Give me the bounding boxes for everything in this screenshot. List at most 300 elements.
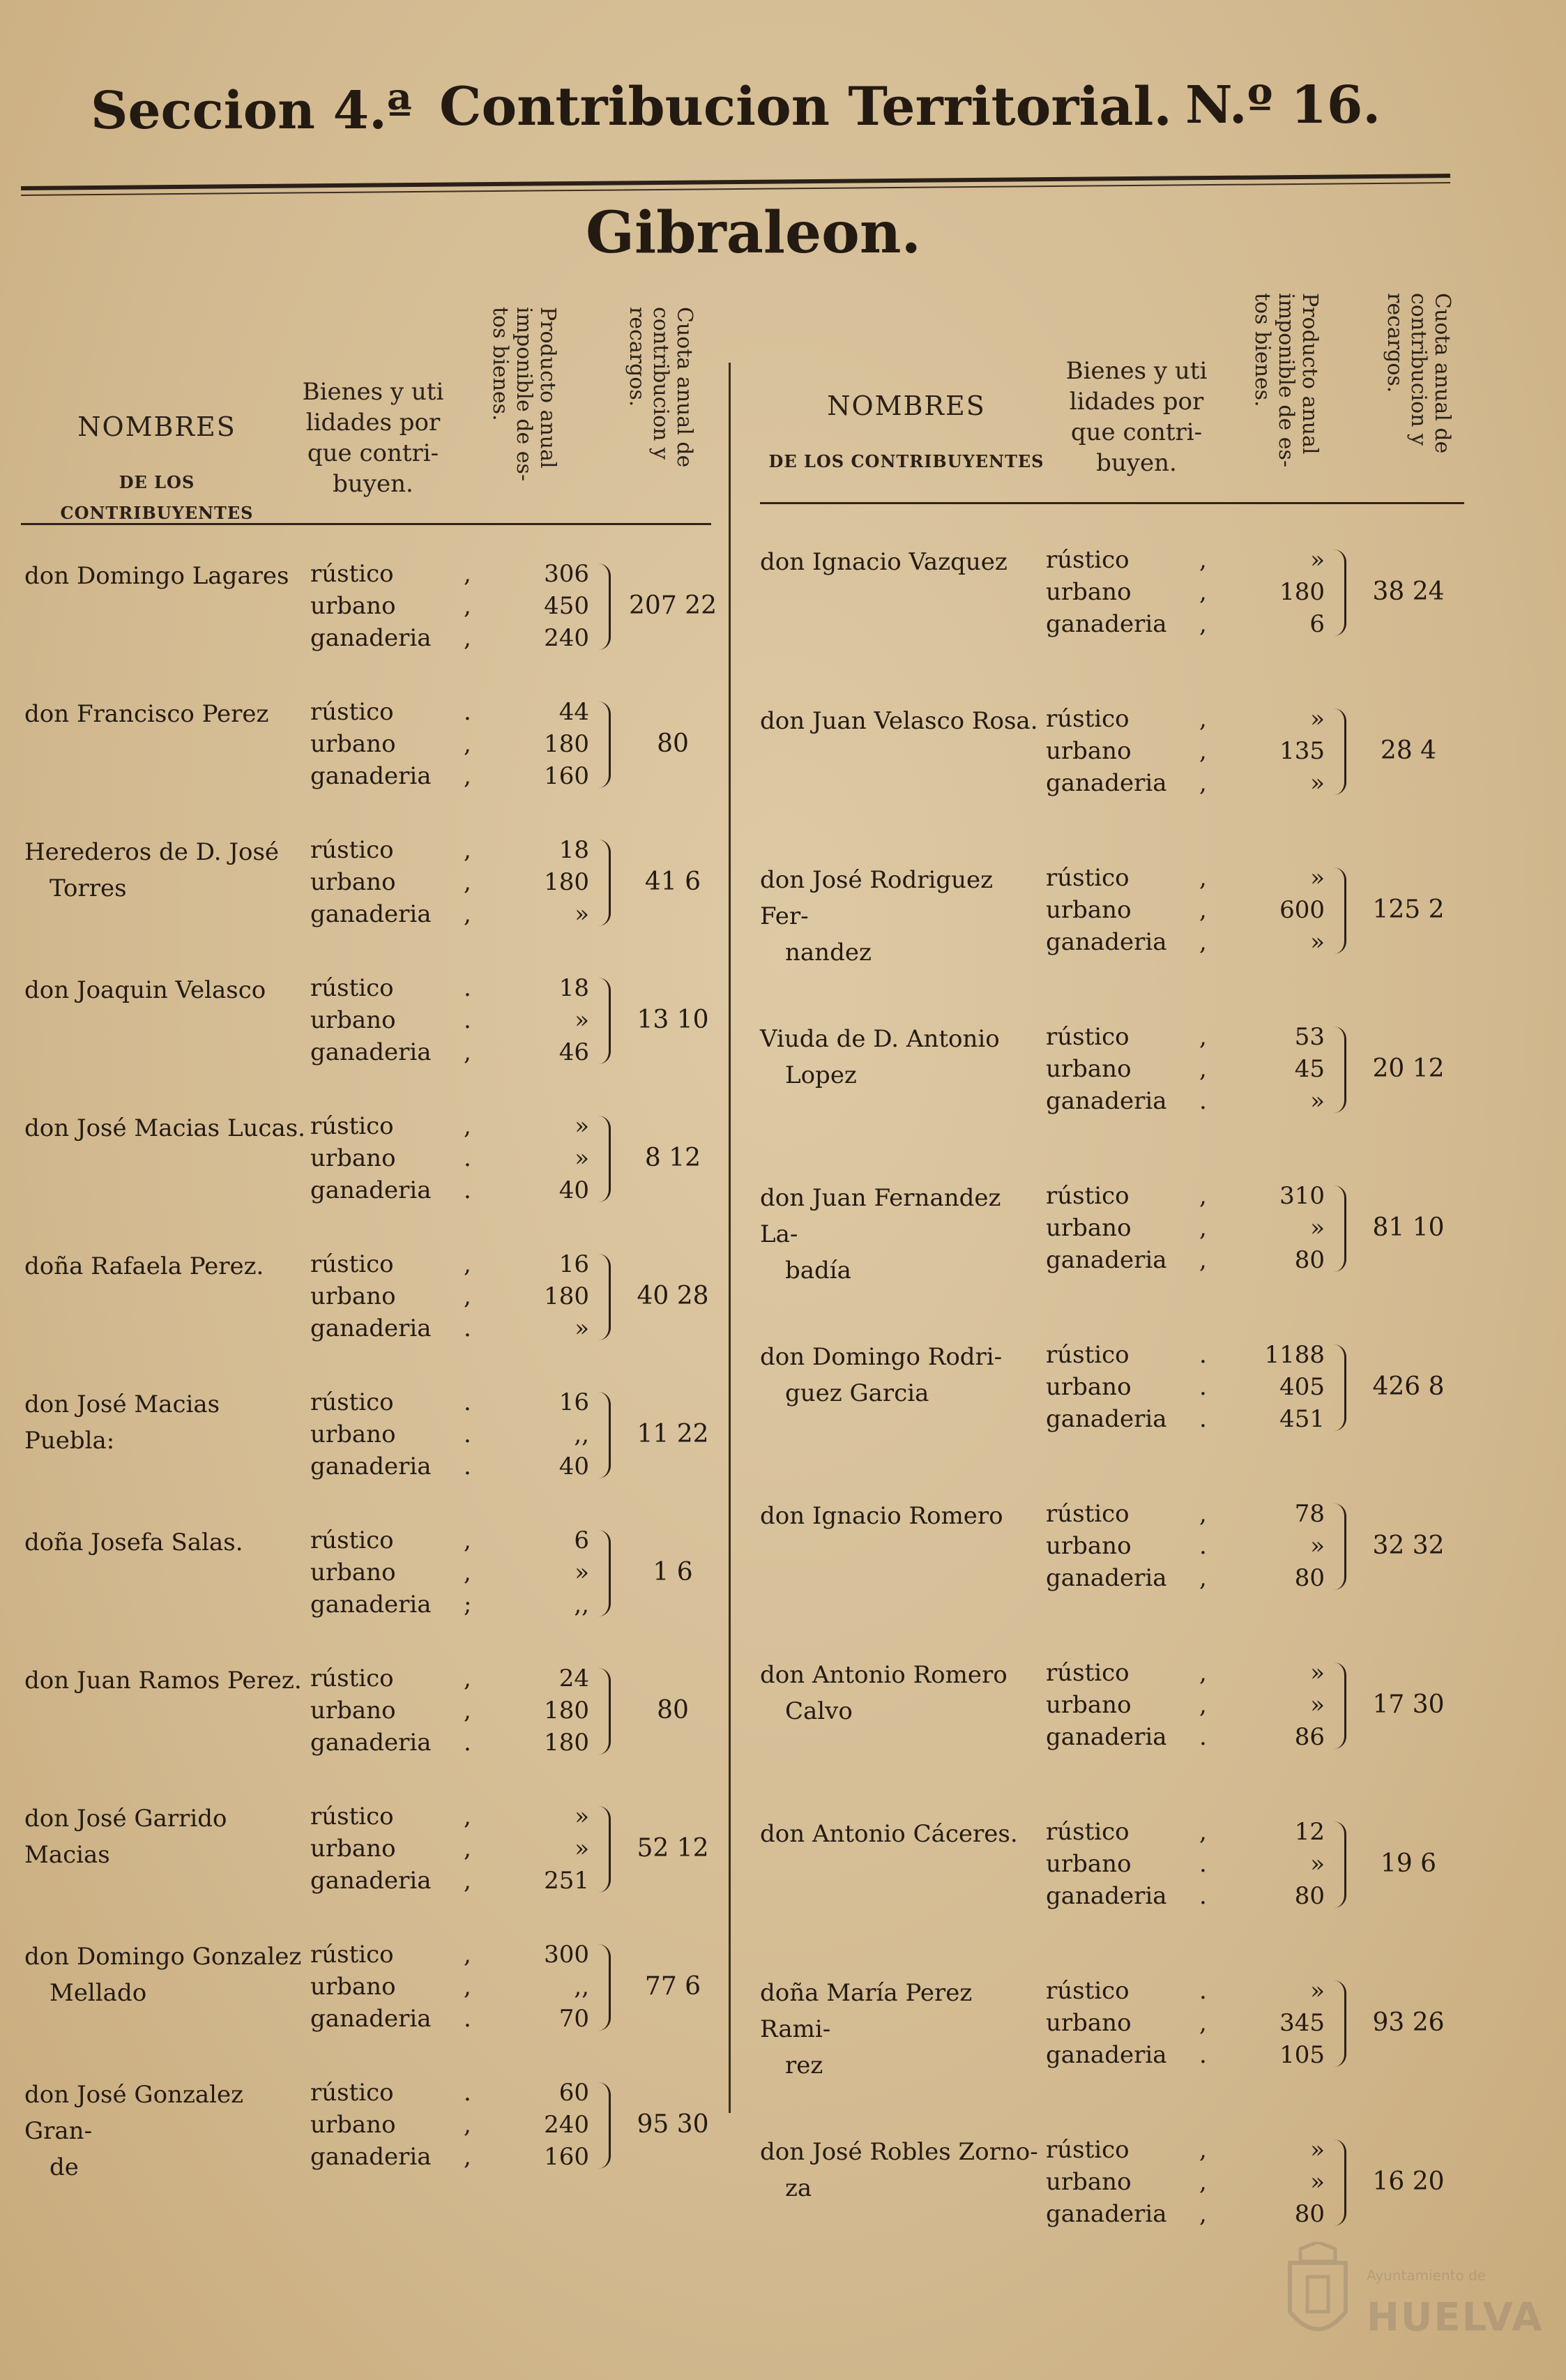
separators bbox=[1199, 703, 1227, 799]
section-label: Seccion 4.ª bbox=[91, 81, 412, 141]
separator-mark: , bbox=[464, 900, 471, 928]
property-type: rústico bbox=[1046, 1500, 1130, 1528]
cuota-value: 40 28 bbox=[637, 1282, 709, 1310]
brace bbox=[595, 840, 611, 926]
separator-mark: , bbox=[464, 1941, 471, 1969]
separators bbox=[464, 696, 492, 792]
property-types bbox=[310, 558, 464, 654]
property-type: ganaderia bbox=[1046, 1087, 1167, 1115]
separator-mark: , bbox=[1199, 610, 1207, 638]
property-type: urbano bbox=[1046, 1055, 1132, 1083]
contributor-name bbox=[24, 1248, 310, 1284]
separator-mark: , bbox=[1199, 1023, 1207, 1051]
property-type: rústico bbox=[310, 1112, 394, 1140]
product-value: 180 bbox=[544, 730, 589, 758]
product-value: 6 bbox=[1309, 610, 1325, 638]
contributor-entry bbox=[24, 1801, 743, 1926]
property-types bbox=[1046, 544, 1199, 640]
ayuntamiento-watermark bbox=[1276, 2242, 1544, 2354]
product-value: 345 bbox=[1279, 2009, 1325, 2037]
product-value: 180 bbox=[544, 1697, 589, 1725]
product-value: 70 bbox=[558, 2005, 589, 2033]
property-type: urbano bbox=[1046, 1532, 1132, 1560]
brace bbox=[595, 702, 611, 788]
contributor-entry bbox=[760, 1021, 1478, 1146]
property-type: urbano bbox=[1046, 737, 1132, 765]
cuota-value: 80 bbox=[657, 729, 689, 758]
property-type: rústico bbox=[310, 1665, 394, 1692]
separator-mark: , bbox=[1199, 2200, 1207, 2228]
property-type: urbano bbox=[310, 2111, 396, 2139]
cuota-value: 38 24 bbox=[1372, 577, 1445, 606]
product-value: » bbox=[575, 1803, 589, 1831]
property-type: rústico bbox=[1046, 1977, 1130, 2005]
separator-mark: , bbox=[1199, 928, 1207, 956]
product-value: 160 bbox=[544, 2143, 589, 2171]
product-value: 180 bbox=[544, 868, 589, 896]
separator-mark: , bbox=[1199, 2009, 1207, 2037]
name-line-1: don José Macias Puebla: bbox=[24, 1390, 220, 1455]
separator-mark: , bbox=[1199, 1818, 1207, 1846]
property-type: ganaderia bbox=[1046, 610, 1167, 638]
property-type: rústico bbox=[310, 1941, 394, 1969]
contributor-name bbox=[24, 1801, 310, 1873]
property-types bbox=[1046, 1180, 1199, 1276]
name-line-1: don Juan Ramos Perez. bbox=[24, 1667, 302, 1695]
property-types bbox=[1046, 2134, 1199, 2230]
property-types bbox=[1046, 1021, 1199, 1117]
product-value: 86 bbox=[1294, 1723, 1325, 1751]
product-value: 310 bbox=[1279, 1182, 1325, 1210]
product-values bbox=[1227, 1339, 1325, 1435]
separator-mark: , bbox=[464, 1835, 471, 1863]
separator-mark: , bbox=[464, 1973, 471, 2001]
name-line-1: doña Rafaela Perez. bbox=[24, 1252, 264, 1280]
name-line-2: rez bbox=[785, 2052, 823, 2079]
property-type: ganaderia bbox=[310, 900, 432, 928]
separator-mark: , bbox=[464, 624, 471, 652]
property-type: urbano bbox=[310, 592, 396, 620]
contributor-entry bbox=[24, 1110, 743, 1236]
cuota-value: 13 10 bbox=[637, 1006, 709, 1034]
separator-mark: . bbox=[464, 698, 471, 726]
separator-mark: . bbox=[1199, 1850, 1207, 1878]
product-value: ,, bbox=[574, 1420, 589, 1448]
separator-mark: . bbox=[1199, 1341, 1207, 1369]
property-type: ganaderia bbox=[1046, 2041, 1167, 2069]
product-value: ,, bbox=[574, 1973, 589, 2001]
name-line-1: don Ignacio Romero bbox=[760, 1502, 1003, 1530]
separators bbox=[1199, 544, 1227, 640]
product-values bbox=[492, 696, 589, 792]
right-header-rule bbox=[760, 502, 1464, 504]
property-type: rústico bbox=[310, 1526, 394, 1554]
product-value: 80 bbox=[1294, 1882, 1325, 1910]
product-value: 24 bbox=[558, 1665, 589, 1692]
product-values bbox=[1227, 1816, 1325, 1912]
property-type: rústico bbox=[310, 2079, 394, 2107]
separator-mark: . bbox=[1199, 1882, 1207, 1910]
property-type: rústico bbox=[310, 1388, 394, 1416]
name-line-1: Herederos de D. José bbox=[24, 838, 280, 866]
separators bbox=[464, 2077, 492, 2173]
separator-mark: , bbox=[464, 1803, 471, 1831]
separator-mark: , bbox=[1199, 2136, 1207, 2164]
separator-mark: , bbox=[1199, 1564, 1207, 1592]
name-line-1: don Antonio Cáceres. bbox=[760, 1820, 1018, 1848]
cuota-value: 28 4 bbox=[1380, 736, 1437, 765]
product-value: 451 bbox=[1279, 1405, 1325, 1433]
property-type: ganaderia bbox=[1046, 1723, 1167, 1751]
separator-mark: , bbox=[1199, 1182, 1207, 1210]
cuota-value: 426 8 bbox=[1372, 1372, 1445, 1401]
property-type: urbano bbox=[310, 1420, 396, 1448]
separator-mark: . bbox=[1199, 1723, 1207, 1751]
contributor-name bbox=[24, 558, 310, 594]
product-value: » bbox=[575, 1112, 589, 1140]
separator-mark: . bbox=[1199, 2041, 1207, 2069]
name-line-1: don Ignacio Vazquez bbox=[760, 548, 1008, 576]
separator-mark: , bbox=[464, 2143, 471, 2171]
left-header-producto: Producto anual imponible de es- tos bienes. bbox=[488, 307, 560, 482]
brace bbox=[1330, 708, 1346, 795]
product-values bbox=[492, 1801, 589, 1897]
name-line-1: don Domingo Gonzalez bbox=[24, 1943, 302, 1971]
property-types bbox=[310, 1939, 464, 2035]
product-value: 44 bbox=[558, 698, 589, 726]
product-value: » bbox=[1310, 705, 1325, 733]
property-type: ganaderia bbox=[1046, 1405, 1167, 1433]
separators bbox=[464, 1524, 492, 1621]
property-types bbox=[310, 972, 464, 1068]
contributor-name bbox=[24, 1524, 310, 1561]
contributor-name bbox=[24, 1662, 310, 1699]
name-line-1: don Francisco Perez bbox=[24, 700, 269, 728]
separators bbox=[464, 1662, 492, 1759]
property-type: urbano bbox=[1046, 1373, 1132, 1401]
property-type: ganaderia bbox=[1046, 928, 1167, 956]
cuota-value: 11 22 bbox=[637, 1420, 709, 1448]
separator-mark: . bbox=[1199, 1532, 1207, 1560]
separators bbox=[464, 834, 492, 930]
product-values bbox=[492, 1524, 589, 1621]
separator-mark: , bbox=[464, 1112, 471, 1140]
document-title: Contribucion Territorial. bbox=[439, 75, 1172, 137]
product-value: » bbox=[1310, 1659, 1325, 1687]
product-values bbox=[492, 1110, 589, 1206]
property-type: urbano bbox=[310, 1006, 396, 1034]
product-value: » bbox=[575, 1144, 589, 1172]
brace bbox=[1330, 1821, 1346, 1908]
property-type: urbano bbox=[1046, 896, 1132, 924]
property-type: urbano bbox=[310, 868, 396, 896]
separator-mark: , bbox=[464, 2111, 471, 2139]
product-values bbox=[492, 1386, 589, 1483]
property-type: urbano bbox=[310, 1144, 396, 1172]
contributor-name bbox=[760, 1180, 1046, 1289]
separators bbox=[1199, 862, 1227, 958]
property-type: ganaderia bbox=[1046, 2200, 1167, 2228]
separator-mark: , bbox=[1199, 578, 1207, 606]
watermark-line2: HUELVA bbox=[1367, 2295, 1544, 2340]
contributor-name bbox=[760, 862, 1046, 971]
property-type: ganaderia bbox=[310, 1314, 432, 1342]
property-type: rústico bbox=[1046, 1659, 1130, 1687]
product-value: » bbox=[1310, 2168, 1325, 2196]
brace bbox=[1330, 549, 1346, 636]
brace bbox=[1330, 1503, 1346, 1590]
property-types bbox=[1046, 862, 1199, 958]
cuota-value: 1 6 bbox=[653, 1558, 693, 1586]
brace bbox=[595, 978, 611, 1064]
product-values bbox=[492, 1662, 589, 1759]
cuota-value: 80 bbox=[657, 1696, 689, 1725]
coat-of-arms-icon bbox=[1276, 2242, 1360, 2354]
product-value: 12 bbox=[1294, 1818, 1325, 1846]
product-value: 405 bbox=[1279, 1373, 1325, 1401]
brace bbox=[595, 1254, 611, 1340]
contributor-entry bbox=[24, 1524, 743, 1650]
name-line-2: badía bbox=[785, 1257, 851, 1284]
property-type: ganaderia bbox=[1046, 1564, 1167, 1592]
product-value: 135 bbox=[1279, 737, 1325, 765]
brace bbox=[595, 1116, 611, 1202]
name-line-1: don Juan Fernandez La- bbox=[760, 1184, 1001, 1248]
cuota-value: 41 6 bbox=[644, 867, 701, 896]
property-type: rústico bbox=[310, 560, 394, 588]
product-values bbox=[492, 2077, 589, 2173]
cuota-value: 95 30 bbox=[637, 2110, 709, 2139]
product-values bbox=[1227, 544, 1325, 640]
brace bbox=[595, 1668, 611, 1754]
name-line-1: don Antonio Romero bbox=[760, 1661, 1008, 1689]
property-type: ganaderia bbox=[310, 1453, 432, 1480]
property-type: rústico bbox=[1046, 546, 1130, 574]
brace bbox=[1330, 1662, 1346, 1749]
cuota-value: 93 26 bbox=[1372, 2008, 1445, 2037]
separator-mark: , bbox=[464, 1697, 471, 1725]
contributor-entry bbox=[24, 972, 743, 1098]
product-value: » bbox=[1310, 1087, 1325, 1115]
separators bbox=[464, 1801, 492, 1897]
separator-mark: . bbox=[464, 1176, 471, 1204]
separator-mark: ; bbox=[464, 1591, 472, 1619]
product-values bbox=[1227, 1498, 1325, 1594]
separator-mark: . bbox=[464, 1388, 471, 1416]
contributor-name bbox=[760, 1498, 1046, 1534]
product-value: 80 bbox=[1294, 1564, 1325, 1592]
property-type: ganaderia bbox=[310, 1176, 432, 1204]
contributor-name bbox=[760, 1975, 1046, 2084]
property-type: ganaderia bbox=[310, 1729, 432, 1757]
contributor-name bbox=[760, 1339, 1046, 1411]
product-value: 18 bbox=[558, 974, 589, 1002]
property-types bbox=[1046, 1339, 1199, 1435]
property-types bbox=[1046, 1816, 1199, 1912]
property-type: rústico bbox=[1046, 705, 1130, 733]
product-value: » bbox=[1310, 1850, 1325, 1878]
product-values bbox=[1227, 1180, 1325, 1276]
property-types bbox=[1046, 1657, 1199, 1753]
place-title: Gibraleon. bbox=[586, 199, 922, 266]
property-type: ganaderia bbox=[310, 2005, 432, 2033]
property-type: rústico bbox=[310, 1803, 394, 1831]
product-value: 60 bbox=[558, 2079, 589, 2107]
separator-mark: , bbox=[1199, 2168, 1207, 2196]
property-types bbox=[1046, 1498, 1199, 1594]
property-types bbox=[310, 1248, 464, 1344]
separator-mark: . bbox=[464, 1006, 471, 1034]
right-header-cuota: Cuota anual de contribucion y recargos. bbox=[1383, 293, 1454, 454]
property-types bbox=[1046, 1975, 1199, 2071]
brace bbox=[1330, 1026, 1346, 1113]
name-line-2: guez Garcia bbox=[785, 1379, 929, 1407]
product-value: 160 bbox=[544, 762, 589, 790]
product-value: 240 bbox=[544, 624, 589, 652]
contributor-name bbox=[24, 696, 310, 732]
property-type: ganaderia bbox=[1046, 1246, 1167, 1274]
brace bbox=[595, 563, 611, 650]
separators bbox=[1199, 1816, 1227, 1912]
separator-mark: . bbox=[1199, 1977, 1207, 2005]
property-type: urbano bbox=[310, 1697, 396, 1725]
separator-mark: , bbox=[464, 730, 471, 758]
page-header bbox=[91, 75, 1415, 159]
separators bbox=[1199, 1975, 1227, 2071]
separators bbox=[1199, 1657, 1227, 1753]
separator-mark: , bbox=[1199, 705, 1207, 733]
property-type: rústico bbox=[310, 698, 394, 726]
name-line-1: don José Garrido Macias bbox=[24, 1805, 227, 1869]
separator-mark: , bbox=[464, 836, 471, 864]
property-type: rústico bbox=[1046, 1818, 1130, 1846]
separator-mark: , bbox=[1199, 1246, 1207, 1274]
product-value: 105 bbox=[1279, 2041, 1325, 2069]
property-type: rústico bbox=[310, 1250, 394, 1278]
cuota-value: 19 6 bbox=[1380, 1849, 1437, 1878]
product-value: 80 bbox=[1294, 1246, 1325, 1274]
left-header-bienes: Bienes y uti lidades por que contri- buyen. bbox=[302, 378, 444, 498]
contributor-entry bbox=[760, 1816, 1478, 1941]
contributor-name bbox=[760, 544, 1046, 580]
contributor-entry bbox=[24, 558, 743, 683]
cuota-value: 77 6 bbox=[644, 1972, 701, 2001]
product-value: » bbox=[1310, 2136, 1325, 2164]
product-values bbox=[1227, 2134, 1325, 2230]
product-values bbox=[492, 834, 589, 930]
product-value: 40 bbox=[558, 1453, 589, 1480]
separator-mark: . bbox=[1199, 1373, 1207, 1401]
name-line-2: Mellado bbox=[50, 1979, 147, 2007]
separator-mark: , bbox=[1199, 1659, 1207, 1687]
property-type: ganaderia bbox=[310, 1867, 432, 1895]
property-type: ganaderia bbox=[310, 2143, 432, 2171]
separator-mark: . bbox=[464, 1729, 471, 1757]
right-header-producto: Producto anual imponible de es- tos bienes. bbox=[1250, 293, 1322, 468]
left-header-rule bbox=[21, 523, 711, 525]
contributor-entry bbox=[760, 703, 1478, 828]
product-value: » bbox=[575, 1835, 589, 1863]
brace bbox=[595, 2082, 611, 2169]
property-type: urbano bbox=[1046, 2168, 1132, 2196]
contributor-entry bbox=[760, 1498, 1478, 1623]
separators bbox=[464, 1386, 492, 1483]
contributor-name bbox=[760, 2134, 1046, 2206]
product-value: 180 bbox=[544, 1729, 589, 1757]
product-value: » bbox=[1310, 1532, 1325, 1560]
product-value: » bbox=[575, 900, 589, 928]
separators bbox=[1199, 1498, 1227, 1594]
brace bbox=[595, 1944, 611, 2031]
property-type: urbano bbox=[1046, 578, 1132, 606]
property-type: rústico bbox=[310, 974, 394, 1002]
separators bbox=[1199, 1339, 1227, 1435]
brace bbox=[1330, 2139, 1346, 2226]
product-value: 240 bbox=[544, 2111, 589, 2139]
product-values bbox=[1227, 1021, 1325, 1117]
brace bbox=[1330, 1980, 1346, 2067]
separator-mark: , bbox=[464, 1250, 471, 1278]
right-header-nombres bbox=[760, 391, 1053, 477]
product-value: 18 bbox=[558, 836, 589, 864]
contributor-name bbox=[24, 1110, 310, 1146]
contributor-entry bbox=[760, 1180, 1478, 1305]
separator-mark: , bbox=[464, 1526, 471, 1554]
product-value: ,, bbox=[574, 1591, 589, 1619]
contributor-entry bbox=[760, 2134, 1478, 2259]
property-type: rústico bbox=[1046, 864, 1130, 892]
property-type: ganaderia bbox=[310, 1038, 432, 1066]
contributor-entry bbox=[760, 1657, 1478, 1782]
product-value: 78 bbox=[1294, 1500, 1325, 1528]
name-line-2: Calvo bbox=[785, 1697, 853, 1725]
property-type: urbano bbox=[310, 1282, 396, 1310]
separator-mark: , bbox=[464, 1867, 471, 1895]
product-value: » bbox=[1310, 1691, 1325, 1719]
separator-mark: , bbox=[1199, 1055, 1207, 1083]
product-value: 40 bbox=[558, 1176, 589, 1204]
cuota-value: 17 30 bbox=[1372, 1690, 1445, 1719]
separator-mark: , bbox=[1199, 1691, 1207, 1719]
product-value: » bbox=[1310, 1977, 1325, 2005]
contributor-entry bbox=[24, 1386, 743, 1512]
property-type: rústico bbox=[1046, 2136, 1130, 2164]
separator-mark: . bbox=[464, 1420, 471, 1448]
contributor-entry bbox=[760, 1975, 1478, 2100]
product-value: 46 bbox=[558, 1038, 589, 1066]
product-value: 300 bbox=[544, 1941, 589, 1969]
product-value: » bbox=[1310, 864, 1325, 892]
separator-mark: . bbox=[464, 1314, 471, 1342]
name-line-1: don Domingo Rodri- bbox=[760, 1343, 1003, 1371]
product-value: 600 bbox=[1279, 896, 1325, 924]
product-value: » bbox=[575, 1559, 589, 1586]
separator-mark: , bbox=[464, 1665, 471, 1692]
name-line-1: don Domingo Lagares bbox=[24, 562, 289, 590]
product-values bbox=[492, 1939, 589, 2035]
separator-mark: . bbox=[1199, 1405, 1207, 1433]
name-line-1: don José Gonzalez Gran- bbox=[24, 2081, 244, 2145]
contributor-name bbox=[760, 703, 1046, 739]
brace bbox=[595, 1806, 611, 1893]
product-value: » bbox=[1310, 928, 1325, 956]
property-type: rústico bbox=[1046, 1182, 1130, 1210]
product-value: 53 bbox=[1294, 1023, 1325, 1051]
property-types bbox=[310, 1801, 464, 1897]
cuota-value: 20 12 bbox=[1372, 1054, 1445, 1083]
separators bbox=[1199, 1180, 1227, 1276]
separators bbox=[464, 558, 492, 654]
